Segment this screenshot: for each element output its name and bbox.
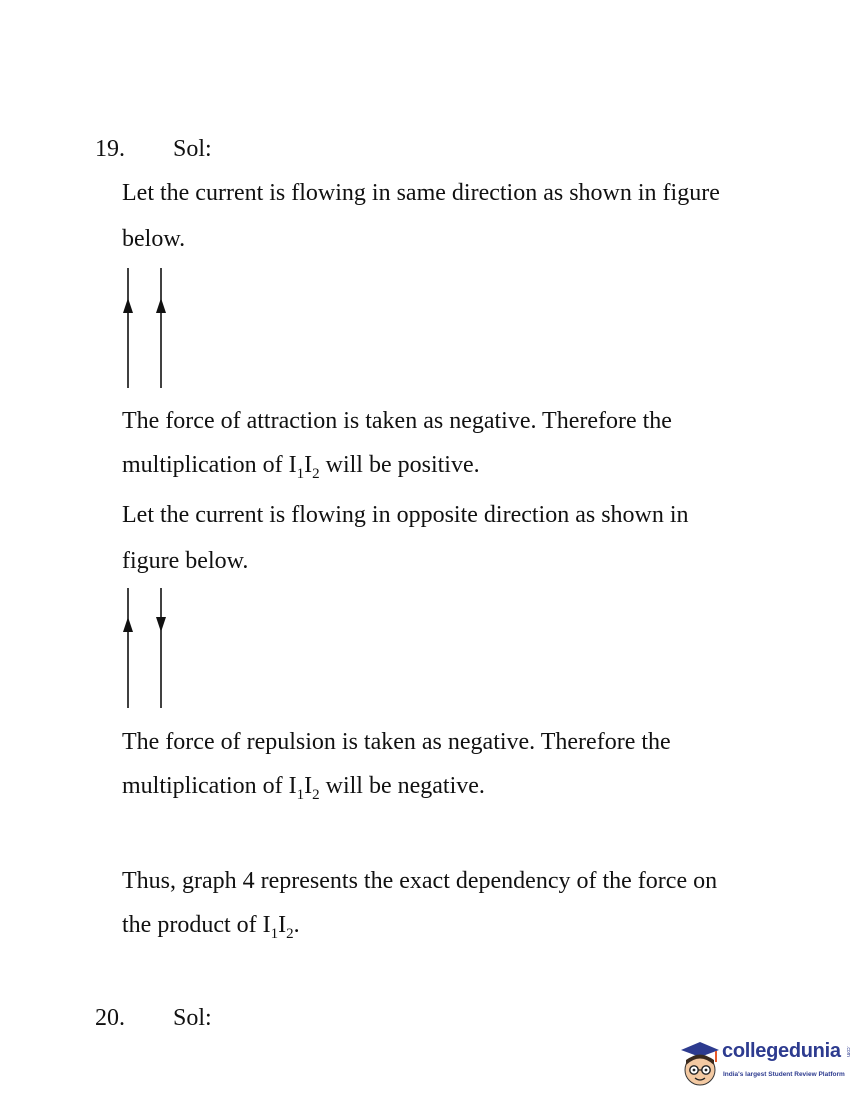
mascot-icon — [678, 1038, 720, 1088]
brand-suffix: .com — [845, 1046, 851, 1057]
brand-tagline: India's largest Student Review Platform — [723, 1071, 845, 1078]
solution-label: Sol: — [173, 136, 212, 162]
brand-name: collegedunia — [722, 1040, 841, 1062]
paragraph-line: the product of $I_1I_2$. — [122, 912, 300, 942]
arrow-down-icon — [156, 617, 166, 632]
question-number: 19. — [95, 136, 125, 162]
collegedunia-logo — [678, 1034, 856, 1092]
opposite-direction-figure — [115, 586, 175, 710]
paragraph-line: Let the current is flowing in opposite direction as shown in — [122, 502, 689, 528]
paragraph-line: Thus, graph 4 represents the exact dependency of the force on — [122, 868, 718, 894]
paragraph-line: figure below. — [122, 548, 249, 574]
question-number: 20. — [95, 1005, 125, 1031]
same-direction-figure — [115, 266, 175, 390]
arrow-up-icon — [123, 298, 133, 313]
paragraph-line: multiplication of $I_1I_2$ will be positive. — [122, 452, 480, 482]
paragraph-line: multiplication of $I_1I_2$ will be negative. — [122, 773, 485, 803]
paragraph-line: The force of attraction is taken as negative. Therefore the — [122, 408, 672, 434]
solution-label: Sol: — [173, 1005, 212, 1031]
paragraph-line: below. — [122, 226, 186, 252]
paragraph-line: The force of repulsion is taken as negative. Therefore the — [122, 729, 671, 755]
arrow-up-icon — [156, 298, 166, 313]
paragraph-line: Let the current is flowing in same direction as shown in figure — [122, 180, 720, 206]
arrow-up-icon — [123, 617, 133, 632]
